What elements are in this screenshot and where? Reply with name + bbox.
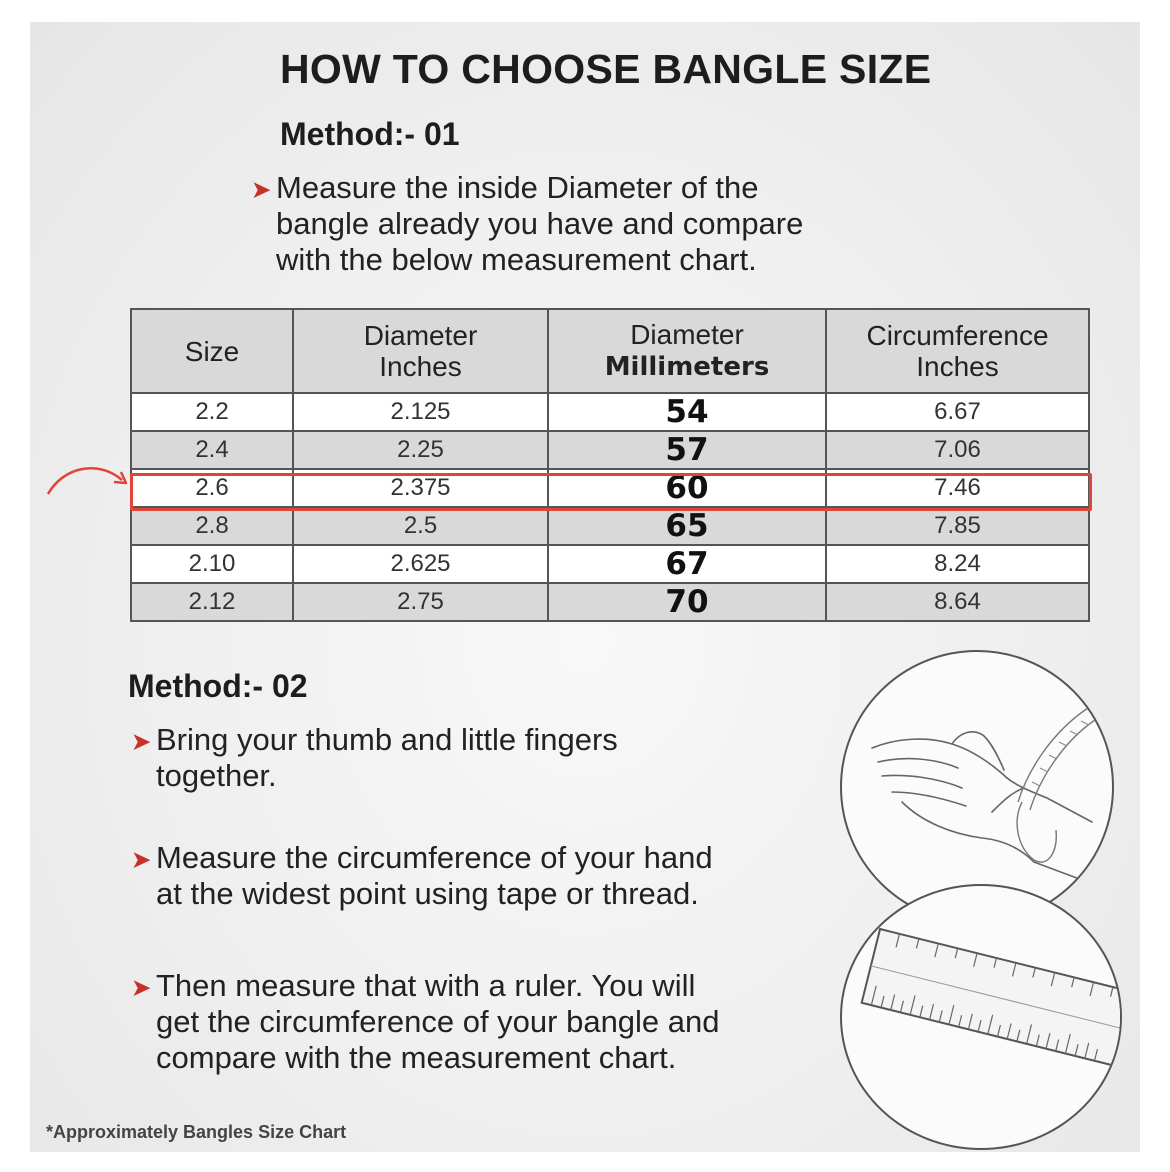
- ruler-illustration: [840, 884, 1122, 1150]
- header-diameter-inches-line2: Inches: [379, 351, 462, 382]
- pointer-arrow-icon: [44, 458, 134, 498]
- cell-circumference: 8.64: [826, 583, 1089, 621]
- cell-size: 2.8: [131, 507, 293, 545]
- table-row: [131, 507, 1089, 545]
- size-chart-table: [130, 308, 1090, 622]
- cell-size: 2.6: [131, 469, 293, 507]
- cell-diameter-mm: 54: [548, 393, 826, 431]
- cell-diameter-inches: 2.375: [293, 469, 548, 507]
- bullet-arrow-icon: ➤: [132, 847, 151, 872]
- cell-circumference: 7.06: [826, 431, 1089, 469]
- table-row-highlighted: [131, 469, 1089, 507]
- cell-diameter-mm: 65: [548, 507, 826, 545]
- cell-size: 2.2: [131, 393, 293, 431]
- cell-diameter-inches: 2.25: [293, 431, 548, 469]
- method-1-heading: Method:- 01: [280, 116, 460, 152]
- ruler-icon: [842, 886, 1120, 1148]
- method-1-text-content: Measure the inside Diameter of the bangle already you have and compare with the below measurement chart.: [276, 170, 804, 277]
- header-circumference-line2: Inches: [916, 351, 999, 382]
- bullet-arrow-icon: ➤: [252, 177, 271, 202]
- page-title: HOW TO CHOOSE BANGLE SIZE: [280, 46, 932, 92]
- header-diameter-mm-line2: Millimeters: [604, 352, 770, 382]
- table-header-row: [131, 309, 1089, 393]
- table-row: [131, 583, 1089, 621]
- hand-measure-illustration: [840, 650, 1114, 924]
- cell-diameter-inches: 2.75: [293, 583, 548, 621]
- cell-size: 2.12: [131, 583, 293, 621]
- cell-circumference: 8.24: [826, 545, 1089, 583]
- footnote: *Approximately Bangles Size Chart: [46, 1122, 347, 1142]
- method-2-step-1-text: Bring your thumb and little fingers together.: [156, 722, 618, 793]
- cell-diameter-mm: 70: [548, 583, 826, 621]
- cell-diameter-mm: 67: [548, 545, 826, 583]
- header-diameter-mm: [548, 309, 826, 393]
- method-1-text: [252, 170, 804, 278]
- method-2-step-1: [132, 722, 618, 794]
- header-circumference-line1: Circumference: [866, 320, 1049, 351]
- cell-circumference: 7.46: [826, 469, 1089, 507]
- table-row: [131, 545, 1089, 583]
- cell-diameter-inches: 2.625: [293, 545, 548, 583]
- bullet-arrow-icon: ➤: [132, 975, 151, 1000]
- header-size: [131, 309, 293, 393]
- cell-diameter-mm: 60: [548, 469, 826, 507]
- header-size-label: Size: [184, 335, 240, 367]
- cell-circumference: 6.67: [826, 393, 1089, 431]
- method-2-step-2-text: Measure the circumference of your hand at the widest point using tape or thread.: [156, 840, 713, 911]
- cell-diameter-inches: 2.125: [293, 393, 548, 431]
- cell-size: 2.10: [131, 545, 293, 583]
- cell-size: 2.4: [131, 431, 293, 469]
- header-diameter-mm-line1: Diameter: [630, 319, 744, 350]
- cell-diameter-mm: 57: [548, 431, 826, 469]
- header-circumference-inches: [826, 309, 1089, 393]
- method-2-step-3-text: Then measure that with a ruler. You will get the circumference of your bangle and compare with the measurement chart.: [156, 968, 720, 1075]
- method-2-step-2: [132, 840, 713, 912]
- cell-diameter-inches: 2.5: [293, 507, 548, 545]
- table-row: [131, 431, 1089, 469]
- header-diameter-inches-line1: Diameter: [363, 320, 478, 351]
- method-2-heading: Method:- 02: [128, 668, 308, 704]
- cell-circumference: 7.85: [826, 507, 1089, 545]
- size-guide-card: [30, 22, 1140, 1152]
- header-diameter-inches: [293, 309, 548, 393]
- hand-measure-icon: [842, 652, 1112, 922]
- bullet-arrow-icon: ➤: [132, 729, 151, 754]
- table-row: [131, 393, 1089, 431]
- method-2-step-3: [132, 968, 720, 1076]
